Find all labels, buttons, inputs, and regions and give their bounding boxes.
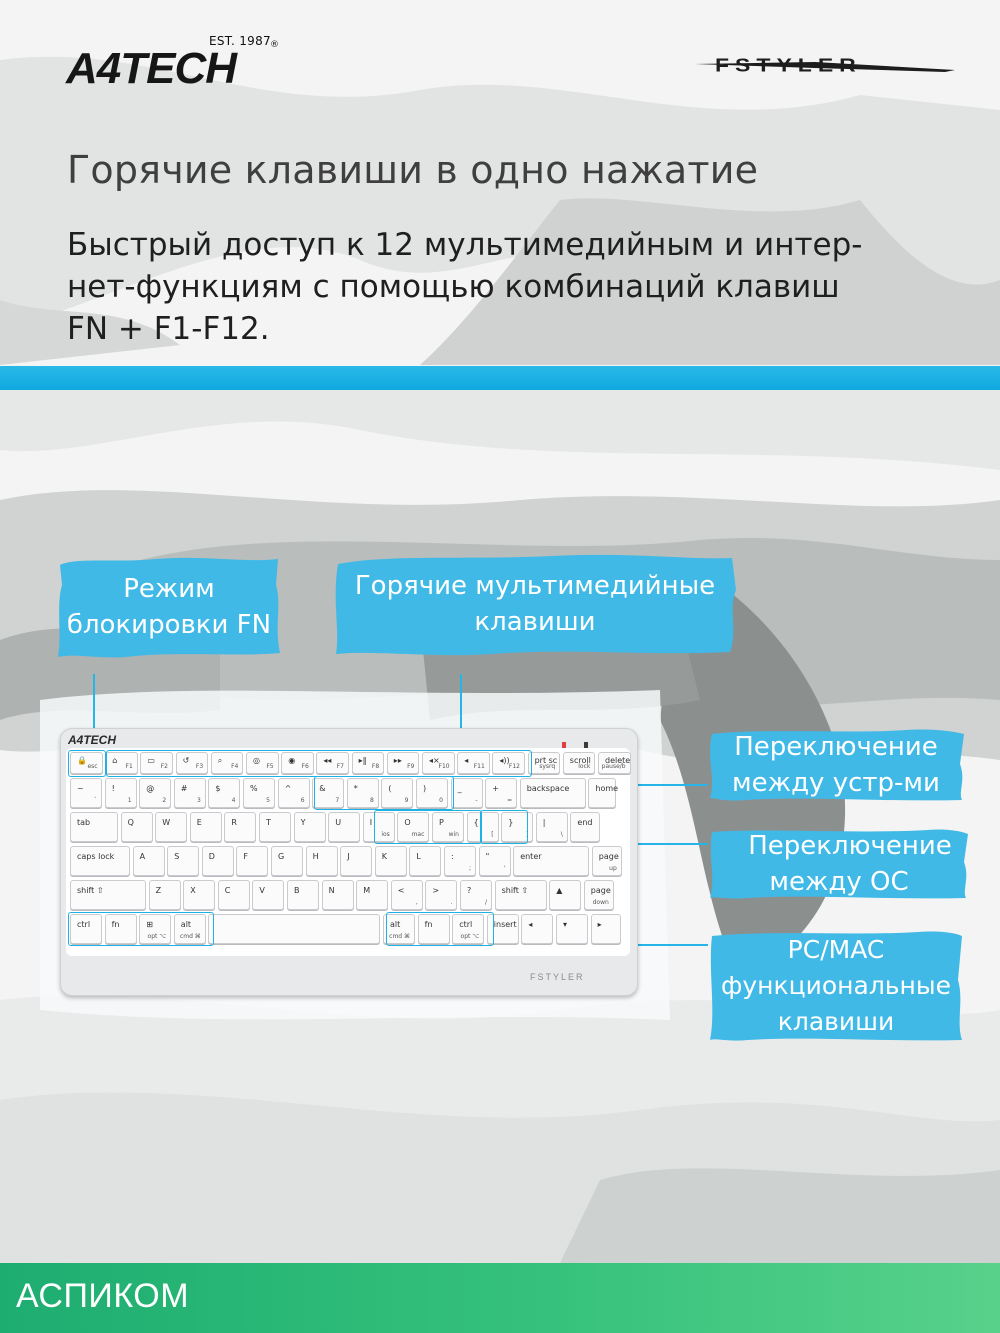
key-label: ctrl: [459, 920, 473, 929]
keyboard-illustration: [60, 728, 638, 996]
highlight-frame: [106, 750, 532, 777]
callout-pc-mac-line: PC/MAC: [787, 935, 885, 964]
key-label: B: [294, 886, 300, 895]
callout-pc-mac-line: клавиши: [777, 1007, 895, 1036]
registered-mark: ®: [270, 40, 279, 50]
key-label: @: [146, 784, 155, 793]
keyboard-key: [495, 880, 547, 910]
keyboard-key: [536, 812, 568, 842]
keyboard-key: [588, 778, 619, 808]
key-label: T: [266, 818, 271, 827]
key-label: ⌂: [112, 756, 118, 765]
key-label: home: [595, 784, 619, 793]
key-sublabel: 5: [266, 797, 270, 804]
keyboard-key: [202, 846, 234, 876]
keyboard-key: [252, 880, 284, 910]
key-label: *: [353, 784, 358, 793]
a4tech-logo: [66, 34, 279, 93]
key-sublabel: F12: [508, 763, 520, 770]
keyboard-key: [139, 778, 171, 808]
key-label: ): [423, 784, 427, 793]
keyboard-key: [208, 914, 380, 944]
highlight-frame: [374, 810, 482, 844]
key-sublabel: F5: [266, 763, 274, 770]
key-label: ▾: [563, 920, 568, 929]
key-sublabel: esc: [87, 763, 98, 770]
key-sublabel: mac: [411, 831, 425, 838]
key-label: A: [139, 852, 146, 861]
key-sublabel: win: [448, 831, 459, 838]
key-sublabel: ': [503, 865, 506, 872]
callout-device-switch-line: между устр-ми: [732, 768, 940, 798]
description-line: FN + F1-F12.: [67, 311, 270, 347]
callout-media-keys: [332, 550, 738, 658]
key-label: ◉: [288, 756, 296, 765]
keyboard-key: [105, 778, 137, 808]
key-sublabel: opt ⌥: [460, 933, 480, 940]
key-label: caps lock: [77, 852, 115, 861]
key-label: ◂: [528, 920, 533, 929]
key-sublabel: \: [560, 831, 563, 838]
keyboard-key: [294, 812, 326, 842]
description-line: Быстрый доступ к 12 мультимедийным и интер-: [67, 227, 863, 263]
key-label: >: [432, 886, 440, 895]
keyboard-key: [243, 778, 275, 808]
key-label: %: [250, 784, 258, 793]
keyboard-key: [425, 880, 457, 910]
key-sublabel: 8: [369, 797, 374, 804]
key-sublabel: ,: [415, 899, 418, 906]
key-label: Y: [300, 818, 306, 827]
keyboard-key: [356, 880, 388, 910]
keyboard-key: [121, 812, 153, 842]
keyboard-key: [451, 778, 483, 808]
key-label: shift ⇧: [77, 886, 104, 895]
keyboard-key: [375, 846, 407, 876]
footer-bar: [0, 1263, 1000, 1333]
key-sublabel: 7: [335, 797, 340, 804]
key-label: ▲: [556, 886, 563, 895]
keyboard-logo: A4TECH: [68, 733, 117, 747]
keyboard-key: [591, 914, 621, 944]
keyboard-key: [584, 880, 614, 910]
key-label: }: [508, 818, 514, 827]
key-label: P: [439, 818, 444, 827]
callout-pc-mac: [708, 930, 964, 1042]
keyboard-key: [174, 778, 206, 808]
key-sublabel: .: [450, 899, 453, 906]
key-label: F: [243, 852, 248, 861]
keyboard-key: [208, 778, 240, 808]
key-label: delete: [605, 756, 631, 765]
key-label: O: [404, 818, 411, 827]
keyboard-key: [598, 752, 631, 774]
key-label: ^: [284, 784, 292, 793]
keyboard-keys-area: [66, 748, 630, 956]
key-sublabel: ]: [525, 831, 529, 838]
key-label: alt: [390, 920, 401, 929]
key-label: ▭: [147, 756, 155, 765]
key-label: W: [162, 818, 171, 827]
key-sublabel: /: [484, 899, 487, 906]
keyboard-key: [149, 880, 181, 910]
callout-device-switch: [706, 728, 966, 802]
keyboard-key: [190, 812, 222, 842]
keyboard-key: [556, 914, 588, 944]
key-label: (: [388, 784, 392, 793]
key-sublabel: F2: [160, 763, 168, 770]
key-sublabel: =: [507, 797, 513, 804]
key-sublabel: cmd ⌘: [179, 933, 201, 940]
key-label: D: [208, 852, 215, 861]
key-label: <: [397, 886, 405, 895]
key-sublabel: ios: [381, 831, 390, 838]
key-sublabel: F6: [301, 763, 309, 770]
fstyler-logo: [695, 50, 957, 84]
keyboard-key: [521, 914, 553, 944]
key-sublabel: 0: [439, 797, 443, 804]
callout-media-keys-line: Горячие мультимедийные: [354, 571, 716, 601]
key-label: X: [190, 886, 196, 895]
key-label: S: [174, 852, 180, 861]
keyboard-key: [479, 846, 511, 876]
callout-fn-lock-line: Режим: [123, 574, 215, 604]
keyboard-key: [513, 846, 589, 876]
highlight-frame: [314, 776, 454, 810]
keyboard-key: [306, 846, 338, 876]
keyboard-key: [287, 880, 319, 910]
keyboard-key: [259, 812, 291, 842]
key-label: ◂: [464, 756, 469, 765]
key-label: prt sc: [534, 756, 558, 765]
keyboard-key: [271, 846, 303, 876]
callout-fn-lock: [56, 555, 282, 659]
key-label: fn: [424, 920, 433, 929]
keyboard-key: [592, 846, 622, 876]
key-sublabel: F3: [195, 763, 204, 770]
key-label: $: [215, 784, 221, 793]
description-line: нет-функциям с помощью комбинаций клавиш: [67, 269, 840, 305]
key-label: ?: [467, 886, 472, 895]
key-label: _: [457, 784, 462, 793]
key-sublabel: cmd ⌘: [389, 933, 410, 940]
keyboard-key: [224, 812, 256, 842]
highlight-frame: [386, 912, 494, 946]
footer-label: АСПИКОМ: [16, 1277, 190, 1315]
key-label: ◂◂: [323, 756, 332, 765]
key-label: ▸: [597, 920, 602, 929]
keyboard-key: [133, 846, 165, 876]
key-label: ▸▸: [393, 756, 402, 765]
key-sublabel: F4: [231, 763, 239, 770]
key-label: {: [473, 818, 479, 827]
callout-os-switch: [708, 828, 970, 900]
key-sublabel: [: [491, 831, 494, 838]
key-label: ◂)): [499, 756, 510, 765]
key-label: :: [451, 852, 454, 861]
key-sublabel: F9: [407, 763, 415, 770]
key-label: ~: [77, 784, 84, 793]
key-label: insert: [493, 920, 517, 929]
keyboard-key: [218, 880, 250, 910]
key-sublabel: `: [94, 797, 97, 804]
key-sublabel: F11: [473, 763, 485, 770]
key-label: ctrl: [77, 920, 91, 929]
key-label: ": [485, 852, 490, 861]
key-label: +: [492, 784, 499, 793]
key-sublabel: 6: [300, 797, 305, 804]
key-label: alt: [180, 920, 192, 929]
keyboard-key: [70, 846, 130, 876]
callout-os-switch-line: Переключение: [748, 831, 952, 861]
key-label: H: [312, 852, 319, 861]
key-sublabel: -: [475, 797, 478, 804]
keyboard-key: [70, 880, 146, 910]
key-label: Z: [155, 886, 162, 895]
keyboard-key: [70, 812, 118, 842]
key-label: G: [278, 852, 285, 861]
keyboard-key: [70, 778, 102, 808]
key-sublabel: F8: [371, 763, 380, 770]
keyboard-key: [328, 812, 360, 842]
key-label: page: [590, 886, 611, 895]
callout-os-switch-line: между ОС: [769, 867, 909, 897]
fstyler-wordmark: FSTYLER: [715, 54, 862, 76]
key-label: ⊞: [146, 920, 153, 929]
key-sublabel: 3: [196, 797, 201, 804]
key-sublabel: lock: [578, 763, 591, 770]
keyboard-key: [236, 846, 268, 876]
keyboard-key: [391, 880, 423, 910]
keyboard-key: [570, 812, 600, 842]
key-label: ↺: [182, 756, 190, 765]
keyboard-key: [549, 880, 581, 910]
keyboard-key: [278, 778, 310, 808]
keyboard-key: [460, 880, 492, 910]
key-label: N: [328, 886, 335, 895]
key-label: ⌕: [217, 756, 223, 765]
key-label: ◂×: [429, 756, 440, 765]
keyboard-key: [340, 846, 372, 876]
description: [67, 224, 897, 350]
key-label: J: [347, 852, 350, 861]
key-label: L: [416, 852, 421, 861]
keyboard-key: [322, 880, 354, 910]
key-sublabel: 4: [231, 797, 236, 804]
keyboard-key: [183, 880, 215, 910]
key-label: U: [335, 818, 342, 827]
key-label: fn: [111, 920, 120, 929]
callout-pc-mac-line: функциональные: [720, 971, 952, 1000]
key-label: R: [231, 818, 237, 827]
key-label: page: [598, 852, 619, 861]
key-sublabel: 1: [127, 797, 132, 804]
key-label: shift ⇧: [501, 886, 529, 895]
keyboard-key: [520, 778, 586, 808]
keyboard-key: [155, 812, 187, 842]
highlight-frame: [68, 750, 106, 777]
key-sublabel: 2: [162, 797, 167, 804]
callout-device-switch-line: Переключение: [734, 732, 938, 762]
a4tech-established: EST. 1987: [209, 34, 271, 48]
key-label: tab: [77, 818, 91, 827]
keyboard-key: [409, 846, 441, 876]
key-label: &: [319, 784, 326, 793]
keyboard-key: [563, 752, 596, 774]
key-label: C: [224, 886, 231, 895]
key-label: I: [369, 818, 373, 827]
key-sublabel: opt ⌥: [147, 933, 167, 940]
callout-fn-lock-line: блокировки FN: [66, 610, 272, 640]
key-label: end: [577, 818, 593, 827]
key-sublabel: F7: [336, 763, 344, 770]
key-sublabel: sysrq: [539, 763, 556, 770]
key-label: enter: [520, 852, 542, 861]
key-sublabel: pause/b: [601, 763, 626, 770]
key-label: M: [363, 886, 371, 895]
keyboard-key: [167, 846, 199, 876]
key-label: scroll: [569, 756, 591, 765]
key-label: ◎: [253, 756, 260, 765]
key-label: backspace: [526, 784, 570, 793]
key-sublabel: F10: [438, 763, 450, 770]
highlight-frame: [480, 810, 528, 844]
a4tech-wordmark: A4TECH: [66, 44, 237, 93]
keyboard-key: [528, 752, 561, 774]
key-sublabel: ;: [468, 865, 471, 872]
highlight-frame: [68, 912, 214, 946]
key-label: V: [259, 886, 265, 895]
key-sublabel: 9: [404, 797, 409, 804]
key-label: !: [111, 784, 115, 793]
keyboard-brand: FSTYLER: [530, 972, 585, 982]
key-label: ▸‖: [358, 756, 367, 765]
key-label: Q: [127, 818, 134, 827]
accent-stripe: [0, 366, 1000, 390]
page-headline: Горячие клавиши в одно нажатие: [67, 148, 759, 192]
callout-media-keys-line: клавиши: [474, 607, 596, 637]
key-sublabel: down: [592, 899, 609, 906]
key-label: K: [381, 852, 388, 861]
keyboard-key: [444, 846, 476, 876]
key-sublabel: F1: [125, 763, 133, 770]
key-label: |: [542, 818, 546, 827]
keyboard-key: [485, 778, 517, 808]
key-label: #: [180, 784, 188, 793]
key-label: E: [196, 818, 202, 827]
key-label: 🔒: [77, 756, 87, 765]
key-sublabel: up: [609, 865, 617, 872]
